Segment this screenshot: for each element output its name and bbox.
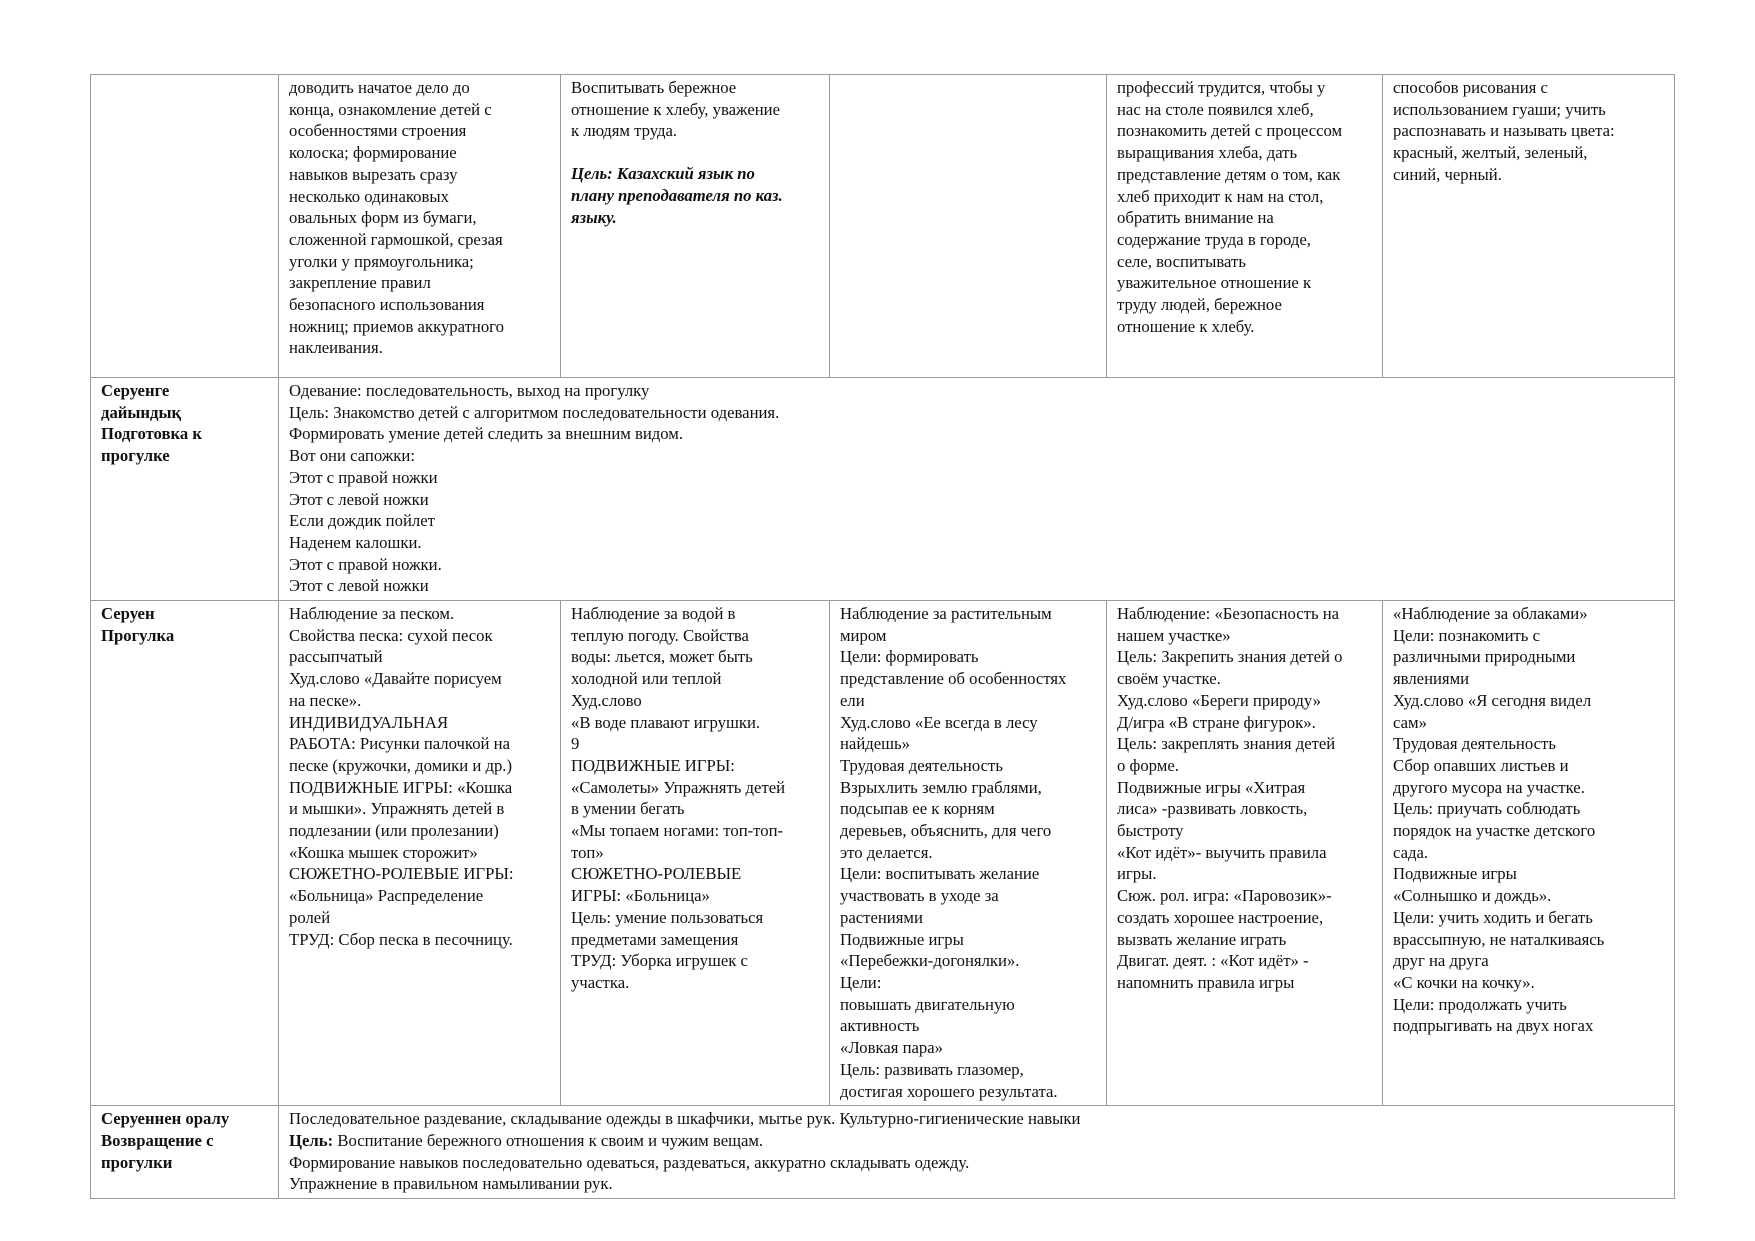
walk-cell-4: Наблюдение: «Безопасность на нашем участке» Цель: Закрепить знания детей о своём участке. Худ.слово «Береги природу» Д/игра «В стране фигурок». Цель: закреплять знания детей о форме. Подвижные игры «Хитрая лиса» -развивать ловкость, быстроту «Кот идёт»- выучить правила игры. Сюж. рол. игра: «Паровозик»- создать хорошее настроение, вызвать желание играть Двигат. деят. : «Кот идёт» - напомнить правила игры [1107, 601, 1383, 1106]
lesson-cell-5: способов рисования с использованием гуаши; учить распознавать и называть цвета: красный, желтый, зеленый, синий, черный. [1383, 75, 1675, 378]
lesson-cell-1: доводить начатое дело до конца, ознакомление детей с особенностями строения колоска; формирование навыков вырезать сразу несколько одинаковых овальных форм из бумаги, сложенной гармошкой, срезая уголки у прямоугольника; закрепление правил безопасного использования ножниц; приемов аккуратного наклеивания. [279, 75, 561, 378]
walk-preparation-content: Одевание: последовательность, выход на прогулку Цель: Знакомство детей с алгоритмом последовательности одевания. Формировать умение детей следить за внешним видом. Вот они сапожки: Этот с правой ножки Этот с левой ножки Если дождик пойлет Наденем калошки. Этот с правой ножки. Этот с левой ножки [279, 378, 1675, 601]
walk-cell-5: «Наблюдение за облаками» Цели: познакомить с различными природными явлениями Худ.слово «Я сегодня видел сам» Трудовая деятельность Сбор опавших листьев и другого мусора на участке. Цель: приучать соблюдать порядок на участке детского сада. Подвижные игры «Солнышко и дождь». Цели: учить ходить и бегать врассыпную, не наталкиваясь друг на друга «С кочки на кочку». Цели: продолжать учить подпрыгивать на двух ногах [1383, 601, 1675, 1106]
walk-cell-1: Наблюдение за песком. Свойства песка: сухой песок рассыпчатый Худ.слово «Давайте порисуем на песке». ИНДИВИДУАЛЬНАЯ РАБОТА: Рисунки палочкой на песке (кружочки, домики и др.) ПОДВИЖНЫЕ ИГРЫ: «Кошка и мышки». Упражнять детей в подлезании (или пролезании) «Кошка мышек сторожит» СЮЖЕТНО-РОЛЕВЫЕ ИГРЫ: «Больница» Распределение ролей ТРУД: Сбор песка в песочницу. [279, 601, 561, 1106]
return-from-walk-content [279, 1106, 1675, 1199]
return-line-3: Формирование навыков последовательно одеваться, раздеваться, аккуратно складывать одежду. [289, 1152, 970, 1172]
return-goal-label: Цель: [289, 1130, 334, 1150]
lesson-cell-2-text: Воспитывать бережное отношение к хлебу, уважение к людям труда. [571, 78, 781, 141]
lesson-cell-4: профессий трудится, чтобы у нас на столе появился хлеб, познакомить детей с процессом выращивания хлеба, дать представление детям о том, как хлеб приходит к нам на стол, обратить внимание на содержание труда в городе, селе, воспитывать уважительное отношение к труду людей, бережное отношение к хлебу. [1107, 75, 1383, 378]
table-row-walk-preparation [91, 378, 1675, 601]
daily-plan-table [90, 74, 1675, 1199]
lesson-cell-3 [830, 75, 1107, 378]
lesson-cell-2 [561, 75, 830, 378]
row-label-empty [91, 75, 279, 378]
row-label-return-from-walk: Серуеннен оралу Возвращение с прогулки [91, 1106, 279, 1199]
table-row-walk [91, 601, 1675, 1106]
walk-cell-2: Наблюдение за водой в теплую погоду. Свойства воды: льется, может быть холодной или теплой Худ.слово «В воде плавают игрушки. 9 ПОДВИЖНЫЕ ИГРЫ: «Самолеты» Упражнять детей в умении бегать «Мы топаем ногами: топ-топ- топ» СЮЖЕТНО-РОЛЕВЫЕ ИГРЫ: «Больница» Цель: умение пользоваться предметами замещения ТРУД: Уборка игрушек с участка. [561, 601, 830, 1106]
row-label-walk-preparation: Серуенге дайындық Подготовка к прогулке [91, 378, 279, 601]
document-page [90, 74, 1674, 1199]
return-goal-text: Воспитание бережного отношения к своим и чужим вещам. [333, 1130, 764, 1150]
table-row-return-from-walk [91, 1106, 1675, 1199]
lesson-cell-2-goal: Цель: Казахский язык по плану преподавателя по каз. языку. [571, 164, 783, 227]
return-goal-line [289, 1130, 1664, 1152]
return-line-1: Последовательное раздевание, складывание одежды в шкафчики, мытье рук. Культурно-гигиенические навыки [289, 1109, 1081, 1129]
return-line-4: Упражнение в правильном намыливании рук. [289, 1174, 613, 1194]
row-label-walk: Серуен Прогулка [91, 601, 279, 1106]
table-row-lesson-continuation [91, 75, 1675, 378]
walk-cell-3: Наблюдение за растительным миром Цели: формировать представление об особенностях ели Худ.слово «Ее всегда в лесу найдешь» Трудовая деятельность Взрыхлить землю граблями, подсыпав ее к корням деревьев, объяснить, для чего это делается. Цели: воспитывать желание участвовать в уходе за растениями Подвижные игры «Перебежки-догонялки». Цели: повышать двигательную активность «Ловкая пара» Цель: развивать глазомер, достигая хорошего результата. [830, 601, 1107, 1106]
